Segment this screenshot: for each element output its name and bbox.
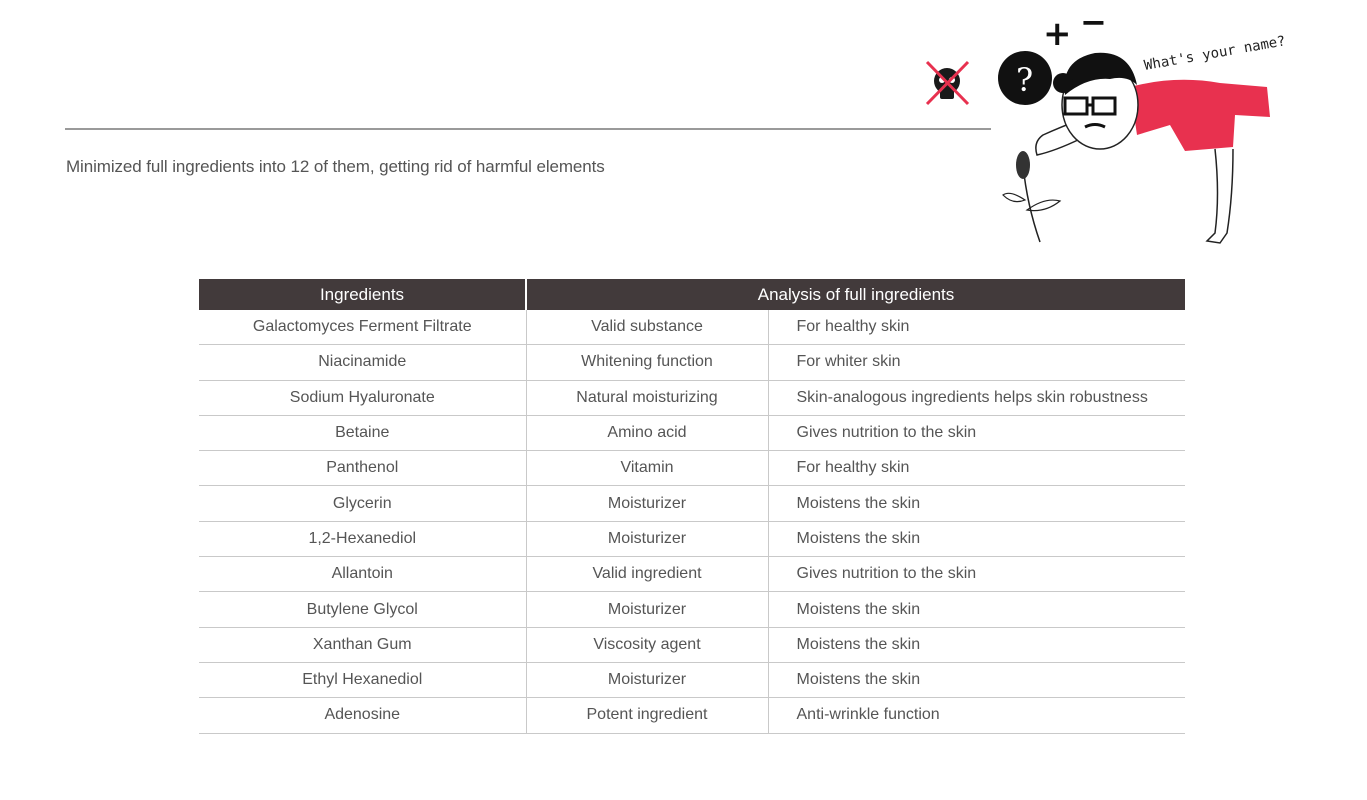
ingredient-type: Moisturizer xyxy=(526,592,768,627)
ingredient-type: Moisturizer xyxy=(526,521,768,556)
header-ingredients: Ingredients xyxy=(199,279,526,310)
table-row xyxy=(199,451,1185,486)
table-header-row xyxy=(199,279,1185,310)
ingredient-effect: For healthy skin xyxy=(768,451,1185,486)
ingredient-type: Potent ingredient xyxy=(526,698,768,733)
ingredient-type: Valid substance xyxy=(526,310,768,345)
table-row xyxy=(199,698,1185,733)
intro-subtitle: Minimized full ingredients into 12 of them, getting rid of harmful elements xyxy=(66,157,605,176)
table-row xyxy=(199,557,1185,592)
ingredient-effect: Moistens the skin xyxy=(768,627,1185,662)
table-row xyxy=(199,380,1185,415)
ingredient-name: Butylene Glycol xyxy=(199,592,526,627)
minus-symbol: − xyxy=(1080,5,1107,41)
ingredient-effect: For whiter skin xyxy=(768,345,1185,380)
ingredient-effect: For healthy skin xyxy=(768,310,1185,345)
table-row xyxy=(199,592,1185,627)
ingredient-name: Xanthan Gum xyxy=(199,627,526,662)
ingredient-name: Niacinamide xyxy=(199,345,526,380)
ingredient-name: Galactomyces Ferment Filtrate xyxy=(199,310,526,345)
ingredient-effect: Moistens the skin xyxy=(768,486,1185,521)
ingredient-type: Amino acid xyxy=(526,415,768,450)
ingredients-table xyxy=(199,279,1185,734)
ingredient-name: Adenosine xyxy=(199,698,526,733)
ingredient-effect: Moistens the skin xyxy=(768,662,1185,697)
header-analysis: Analysis of full ingredients xyxy=(526,279,1185,310)
ingredient-effect: Gives nutrition to the skin xyxy=(768,415,1185,450)
ingredient-name: Sodium Hyaluronate xyxy=(199,380,526,415)
table-row xyxy=(199,627,1185,662)
ingredient-effect: Skin-analogous ingredients helps skin robustness xyxy=(768,380,1185,415)
ingredient-name: Glycerin xyxy=(199,486,526,521)
question-bubble-icon xyxy=(998,51,1052,105)
ingredient-type: Vitamin xyxy=(526,451,768,486)
question-mark: ? xyxy=(1016,61,1034,99)
ingredient-name: Ethyl Hexanediol xyxy=(199,662,526,697)
ingredient-name: Allantoin xyxy=(199,557,526,592)
plus-symbol: + xyxy=(1043,14,1072,54)
ingredient-type: Viscosity agent xyxy=(526,627,768,662)
ingredient-effect: Moistens the skin xyxy=(768,521,1185,556)
table-row xyxy=(199,662,1185,697)
ingredient-type: Whitening function xyxy=(526,345,768,380)
table-row xyxy=(199,415,1185,450)
cartoon-illustration xyxy=(915,5,1315,255)
ingredient-type: Moisturizer xyxy=(526,662,768,697)
flower-icon xyxy=(1003,151,1060,242)
ingredient-effect: Gives nutrition to the skin xyxy=(768,557,1185,592)
ingredient-type: Natural moisturizing xyxy=(526,380,768,415)
skull-crossed-icon xyxy=(927,62,968,104)
section-divider xyxy=(65,128,991,130)
ingredient-effect: Moistens the skin xyxy=(768,592,1185,627)
table-row xyxy=(199,521,1185,556)
table-row xyxy=(199,310,1185,345)
ingredient-name: Panthenol xyxy=(199,451,526,486)
table-row xyxy=(199,486,1185,521)
ingredient-type: Valid ingredient xyxy=(526,557,768,592)
table-row xyxy=(199,345,1185,380)
ingredient-effect: Anti-wrinkle function xyxy=(768,698,1185,733)
ingredient-type: Moisturizer xyxy=(526,486,768,521)
ingredient-name: Betaine xyxy=(199,415,526,450)
ingredient-name: 1,2-Hexanediol xyxy=(199,521,526,556)
speech-text: What's your name? xyxy=(1142,33,1287,74)
